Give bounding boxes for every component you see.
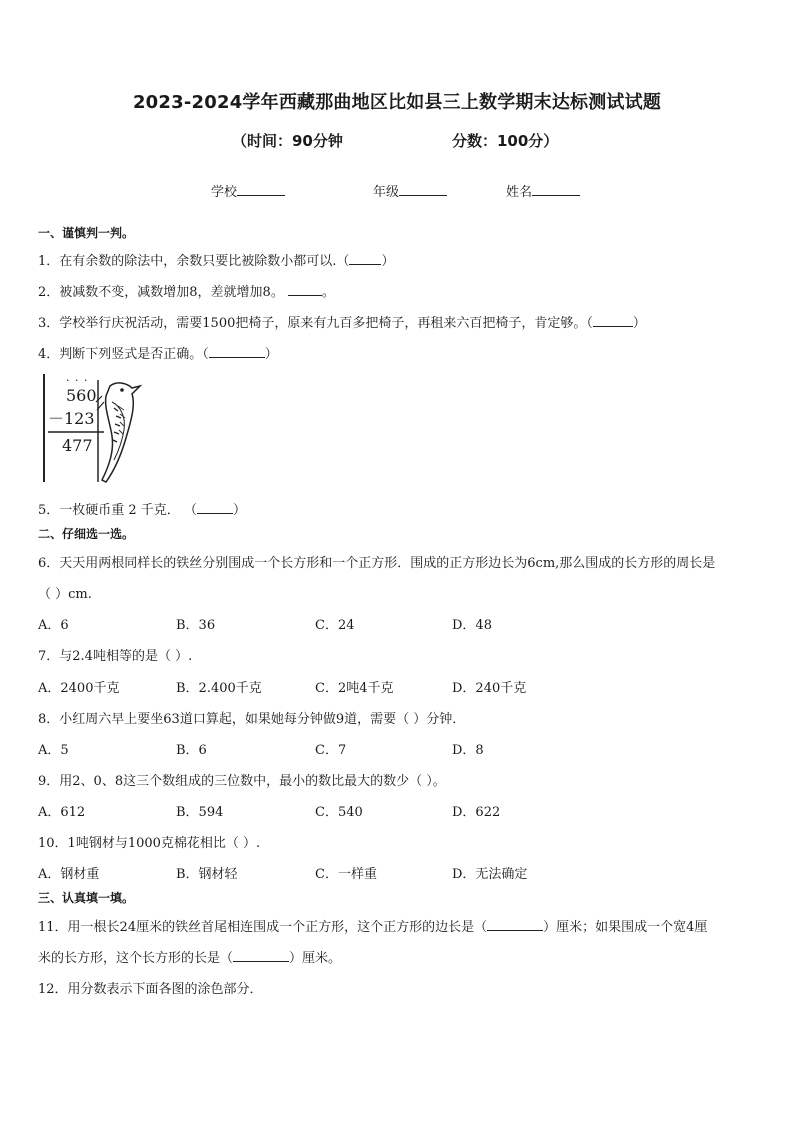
option-q8-b[interactable]: B．6	[176, 743, 207, 758]
question-5: 5．一枚硬币重 2 千克． （ ）	[38, 503, 246, 518]
option-q6-a[interactable]: A．6	[38, 618, 69, 633]
school-field	[211, 181, 285, 200]
option-q10-d[interactable]: D．无法确定	[452, 867, 528, 882]
section-3-heading: 三、认真填一填。	[38, 891, 135, 905]
question-6-continued: （ ）cm.	[38, 587, 92, 602]
question-8: 8．小红周六早上要坐63道口算起，如果她每分钟做9道，需要（ ）分钟．	[38, 712, 466, 727]
school-blank[interactable]	[237, 183, 285, 196]
carry-dots: · · ·	[66, 374, 89, 387]
question-10: 10．1吨钢材与1000克棉花相比（ ）.	[38, 836, 261, 851]
option-q8-d[interactable]: D．8	[452, 743, 484, 758]
name-blank[interactable]	[532, 183, 580, 196]
option-q6-b[interactable]: B．36	[176, 618, 216, 633]
option-q6-d[interactable]: D．48	[452, 618, 492, 633]
option-q9-d[interactable]: D．622	[452, 805, 501, 820]
option-q7-a[interactable]: A．2400千克	[38, 681, 120, 696]
question-4: 4．判断下列竖式是否正确。（ ）	[38, 347, 278, 362]
option-q6-c[interactable]: C．24	[315, 618, 355, 633]
answer-blank-11b[interactable]	[233, 961, 289, 962]
question-9: 9．用2、0、8这三个数组成的三位数中，最小的数比最大的数少（ ）。	[38, 774, 446, 789]
section-2-heading: 二、仔细选一选。	[38, 527, 135, 541]
question-1: 1．在有余数的除法中，余数只要比被除数小都可以.（ ）	[38, 254, 395, 269]
option-q9-a[interactable]: A．612	[38, 805, 86, 820]
subtraction-figure	[40, 372, 150, 484]
subtrahend: －123	[48, 409, 95, 428]
option-q7-c[interactable]: C．2吨4千克	[315, 681, 394, 696]
answer-blank-5[interactable]	[197, 513, 233, 514]
option-q7-d[interactable]: D．240千克	[452, 681, 527, 696]
answer-blank-4[interactable]	[209, 357, 265, 358]
difference: 477	[62, 436, 93, 455]
answer-blank-11a[interactable]	[487, 930, 543, 931]
answer-blank-2[interactable]	[288, 295, 322, 296]
section-1-heading: 一、谨慎判一判。	[38, 226, 135, 240]
question-2: 2．被减数不变，减数增加8，差就增加8。 。	[38, 285, 335, 300]
option-q7-b[interactable]: B．2.400千克	[176, 681, 262, 696]
question-12: 12．用分数表示下面各图的涂色部分．	[38, 982, 263, 997]
name-label: 姓名	[506, 185, 533, 200]
option-q10-c[interactable]: C．一样重	[315, 867, 377, 882]
school-label: 学校	[211, 185, 238, 200]
option-q8-c[interactable]: C．7	[315, 743, 347, 758]
exam-score: 分数：100分）	[452, 132, 559, 150]
grade-label: 年级	[373, 185, 400, 200]
question-7: 7．与2.4吨相等的是（ ）.	[38, 649, 193, 664]
option-q9-c[interactable]: C．540	[315, 805, 363, 820]
question-3: 3．学校举行庆祝活动，需要1500把椅子，原来有九百多把椅子，再租来六百把椅子，肯定够。（ ）	[38, 316, 646, 331]
option-q10-b[interactable]: B．钢材轻	[176, 867, 238, 882]
option-q10-a[interactable]: A．钢材重	[38, 867, 100, 882]
answer-blank-1[interactable]	[349, 264, 381, 265]
question-11: 11．用一根长24厘米的铁丝首尾相连围成一个正方形，这个正方形的边长是（ ）厘米；如果围成一个宽4厘	[38, 920, 708, 935]
answer-blank-3[interactable]	[593, 326, 633, 327]
page-title: 2023-2024学年西藏那曲地区比如县三上数学期末达标测试试题	[132, 92, 662, 113]
minuend: 560	[66, 386, 97, 405]
option-q9-b[interactable]: B．594	[176, 805, 224, 820]
grade-field	[373, 181, 447, 200]
question-6: 6．天天用两根同样长的铁丝分别围成一个长方形和一个正方形．围成的正方形边长为6cm,那么围成的长方形的周长是	[38, 556, 716, 571]
exam-time: （时间：90分钟	[232, 132, 343, 150]
name-field	[506, 181, 580, 200]
option-q8-a[interactable]: A．5	[38, 743, 69, 758]
grade-blank[interactable]	[399, 183, 447, 196]
question-11-continued: 米的长方形，这个长方形的长是（ ）厘米。	[38, 951, 342, 966]
